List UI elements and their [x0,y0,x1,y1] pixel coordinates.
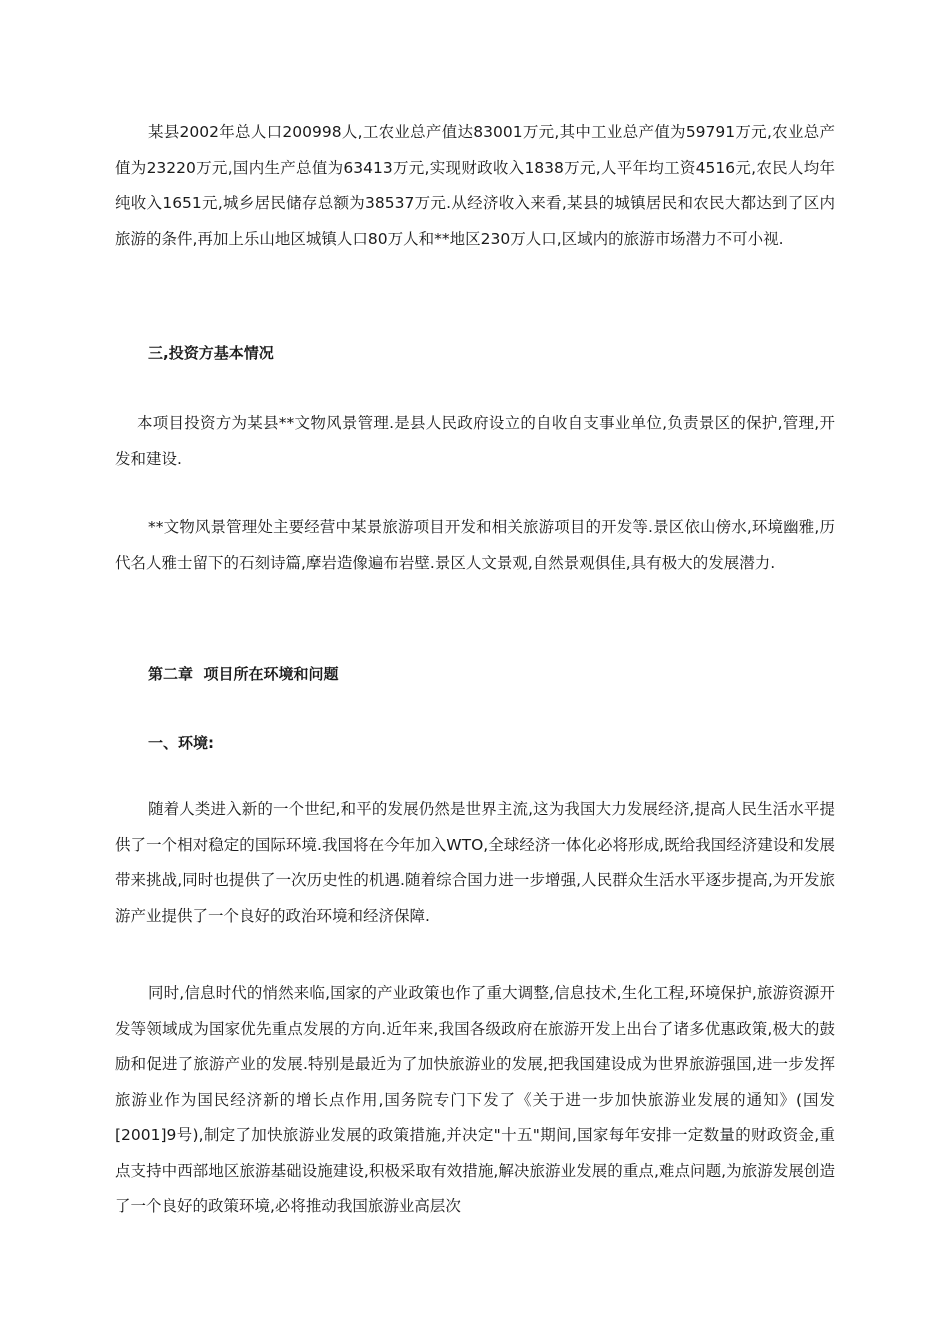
paragraph-international-environment: 随着人类进入新的一个世纪,和平的发展仍然是世界主流,这为我国大力发展经济,提高人民生活水平提供了一个相对稳定的国际环境.我国将在今年加入WTO,全球经济一体化必将形成,既给我国经济建设和发展带来挑战,同时也提供了一次历史性的机遇.随着综合国力进一步增强,人民群众生活水平逐步提高,为开发旅游产业提供了一个良好的政治环境和经济保障. [115,800,835,925]
section-heading-investor: 三,投资方基本情况 [148,344,274,362]
paragraph-management-office: **文物风景管理处主要经营中某景旅游项目开发和相关旅游项目的开发等.景区依山傍水,环境幽雅,历代名人雅士留下的石刻诗篇,摩岩造像遍布岩壁.景区人文景观,自然景观俱佳,具有极大的发展潜力. [115,518,835,572]
paragraph-policy-environment: 同时,信息时代的悄然来临,国家的产业政策也作了重大调整,信息技术,生化工程,环境保护,旅游资源开发等领域成为国家优先重点发展的方向.近年来,我国各级政府在旅游开发上出台了诸多优惠政策,极大的鼓励和促进了旅游产业的发展.特别是最近为了加快旅游业的发展,把我国建设成为世界旅游强国,进一步发挥旅游业作为国民经济新的增长点作用,国务院专门下发了《关于进一步加快旅游业发展的通知》(国发[2001]9号),制定了加快旅游业发展的政策措施,并决定"十五"期间,国家每年安排一定数量的财政资金,重点支持中西部地区旅游基础设施建设,积极采取有效措施,解决旅游业发展的重点,难点问题,为旅游发展创造了一个良好的政策环境,必将推动我国旅游业高层次 [115,984,835,1215]
paragraph-investor-intro: 本项目投资方为某县**文物风景管理.是县人民政府设立的自收自支事业单位,负责景区的保护,管理,开发和建设. [115,414,835,468]
subsection-heading-environment: 一、环境: [148,734,214,752]
paragraph-population-economy: 某县2002年总人口200998人,工农业总产值达83001万元,其中工业总产值为59791万元,农业总产值为23220万元,国内生产总值为63413万元,实现财政收入1838万元,人平年均工资4516元,农民人均年纯收入1651元,城乡居民储存总额为38537万元.从经济收入来看,某县的城镇居民和农民大都达到了区内旅游的条件,再加上乐山地区城镇人口80万人和**地区230万人口,区域内的旅游市场潜力不可小视. [115,123,835,248]
chapter-heading-two: 第二章 项目所在环境和问题 [148,665,339,683]
